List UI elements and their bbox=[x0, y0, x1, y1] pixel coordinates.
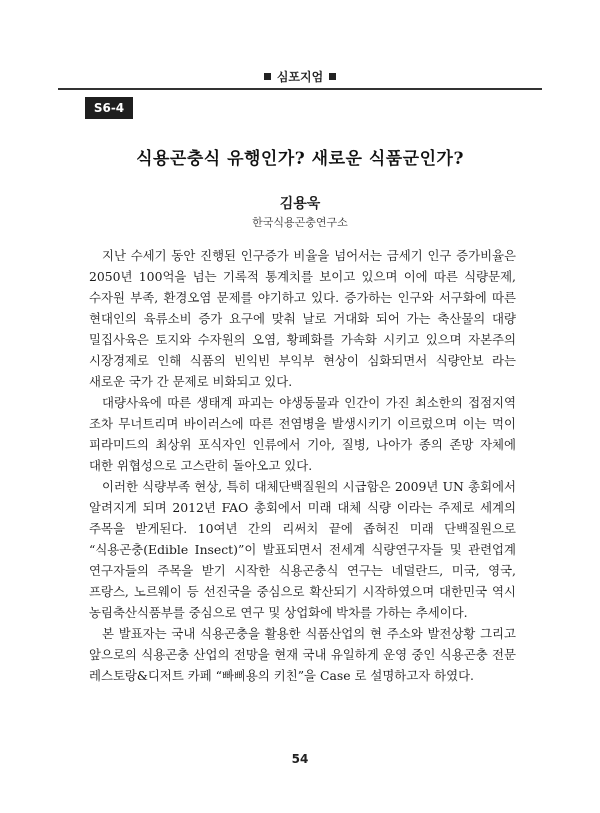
square-bullet-icon bbox=[264, 73, 271, 80]
paper-title: 식용곤충식 유행인가? 새로운 식품군인가? bbox=[136, 149, 464, 169]
session-tag: S6-4 bbox=[85, 97, 133, 119]
author-name: 김용욱 bbox=[279, 196, 321, 212]
author-affiliation: 한국식용곤충연구소 bbox=[252, 216, 348, 229]
paragraph: 대량사육에 따른 생태계 파괴는 야생동물과 인간이 가진 최소한의 접점지역 조차 무너트리며 바이러스에 따른 전염병을 발생시키기 이르렀으며 이는 먹이 피라미드의 최상위 포식자인 인류에서 기아, 질병, 나아가 종의 존망 자체에 대한 위협성으로 고스란히 돌아오고 있다. bbox=[89, 395, 516, 473]
paragraph: 지난 수세기 동안 진행된 인구증가 비율을 넘어서는 금세기 인구 증가비율은 2050년 100억을 넘는 기록적 통계치를 보이고 있으며 이에 따른 식량문제, 수자원 부족, 환경오염 문제를 야기하고 있다. 증가하는 인구와 서구화에 따른 현대인의 육류소비 증가 요구에 맞춰 날로 거대화 되어 가는 축산물의 대량 밀집사육은 토지와 수자원의 오염, 황폐화를 가속화 시키고 있으며 자본주의 시장경제로 인해 식품의 빈익빈 부익부 현상이 심화되면서 식량안보 라는 새로운 국가 간 문제로 비화되고 있다. bbox=[89, 248, 516, 389]
section-header bbox=[58, 68, 542, 85]
section-title: 심포지엄 bbox=[276, 70, 324, 84]
square-bullet-icon bbox=[329, 73, 336, 80]
header-divider bbox=[58, 88, 542, 90]
paragraph: 본 발표자는 국내 식용곤충을 활용한 식품산업의 현 주소와 발전상황 그리고 앞으로의 식용곤충 산업의 전망을 현재 국내 유일하게 운영 중인 식용곤충 전문 레스토랑&디저트 카페 “빠삐용의 키친”을 Case 로 설명하고자 하였다. bbox=[89, 626, 516, 683]
abstract-body bbox=[89, 245, 516, 686]
page-number: 54 bbox=[291, 752, 309, 766]
paragraph: 이러한 식량부족 현상, 특히 대체단백질원의 시급함은 2009년 UN 총회에서 알려지게 되며 2012년 FAO 총회에서 미래 대체 식량 이라는 주제로 세계의 주목을 받게된다. 10여년 간의 리써치 끝에 좁혀진 미래 단백질원으로 “식용곤충(Edible Insect)”이 발표되면서 전세계 식량연구자들 및 관련업계 연구자들의 주목을 받기 시작한 식용곤충식 연구는 네덜란드, 미국, 영국, 프랑스, 노르웨이 등 선진국을 중심으로 확산되기 시작하였으며 대한민국 역시 농림축산식품부를 중심으로 연구 및 상업화에 박차를 가하는 추세이다. bbox=[89, 479, 516, 620]
